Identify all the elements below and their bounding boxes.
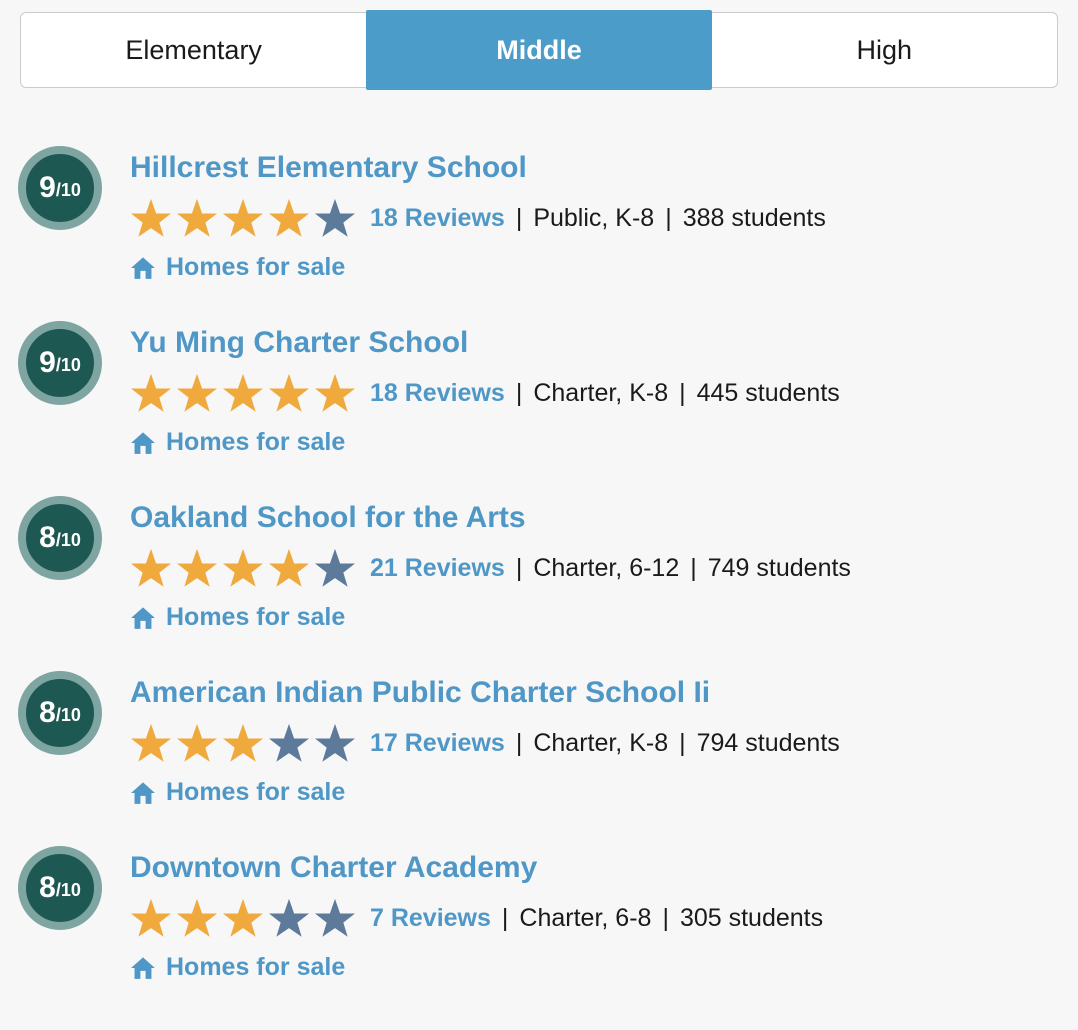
rating-badge [18,846,102,930]
student-count: 445 students [696,378,840,407]
school-type-grades: Charter, K-8 [533,378,669,407]
separator: | [515,553,523,582]
school-name-link[interactable]: Oakland School for the Arts [130,501,526,534]
star-icon [130,198,172,238]
homes-for-sale-link[interactable] [130,953,823,982]
rating-value: 9 [39,346,56,379]
star-icon [222,898,264,938]
homes-for-sale-link[interactable] [130,428,840,457]
tab-elementary[interactable]: Elementary [125,34,262,65]
rating-value: 9 [39,171,56,204]
star-rating [130,548,360,588]
star-icon [314,198,356,238]
homes-for-sale-label: Homes for sale [166,603,346,631]
separator: | [665,203,672,232]
school-level-tabs [20,12,1058,88]
school-content [130,143,826,318]
school-list-item [0,318,1078,493]
rating-value: 8 [39,871,56,904]
separator: | [690,553,697,582]
star-icon [314,723,356,763]
rating-scale: /10 [55,354,81,375]
school-list-item [0,493,1078,668]
house-icon [130,605,156,631]
school-name-link[interactable]: Downtown Charter Academy [130,851,538,884]
reviews-link[interactable]: 7 Reviews [370,903,491,932]
separator: | [679,728,686,757]
separator: | [662,903,669,932]
school-type-grades: Charter, K-8 [533,728,669,757]
rating-value: 8 [39,521,56,554]
star-icon [222,373,264,413]
school-name-link[interactable]: Hillcrest Elementary School [130,151,527,184]
star-icon [176,373,218,413]
rating-scale: /10 [55,529,81,550]
star-icon [314,373,356,413]
star-icon [268,723,310,763]
school-meta-row [130,370,840,416]
star-icon [222,198,264,238]
school-meta-row [130,545,851,591]
star-icon [268,898,310,938]
house-icon [130,255,156,281]
school-list [0,143,1078,1018]
star-icon [314,898,356,938]
star-rating [130,373,360,413]
school-content [130,843,823,1018]
student-count: 388 students [682,203,826,232]
rating-badge [18,671,102,755]
star-icon [222,548,264,588]
school-type-grades: Charter, 6-8 [519,903,652,932]
separator: | [515,203,523,232]
separator: | [501,903,509,932]
rating-scale: /10 [55,179,81,200]
star-icon [222,723,264,763]
school-meta-row [130,195,826,241]
school-type-grades: Charter, 6-12 [533,553,680,582]
house-icon [130,780,156,806]
tab-middle[interactable]: Middle [366,10,711,90]
star-icon [130,898,172,938]
separator: | [515,728,523,757]
student-count: 794 students [696,728,840,757]
school-content [130,318,840,493]
homes-for-sale-link[interactable] [130,778,840,807]
homes-for-sale-label: Homes for sale [166,778,346,806]
star-icon [176,548,218,588]
school-meta-row [130,720,840,766]
rating-value: 8 [39,696,56,729]
separator: | [679,378,686,407]
star-icon [176,198,218,238]
school-name-link[interactable]: Yu Ming Charter School [130,326,469,359]
school-meta-row [130,895,823,941]
reviews-link[interactable]: 21 Reviews [370,553,505,582]
reviews-link[interactable]: 18 Reviews [370,378,505,407]
house-icon [130,955,156,981]
school-list-item [0,843,1078,1018]
star-icon [130,373,172,413]
star-rating [130,723,360,763]
tab-high[interactable]: High [856,34,913,65]
school-list-item [0,668,1078,843]
star-rating [130,198,360,238]
homes-for-sale-link[interactable] [130,603,851,632]
separator: | [515,378,523,407]
rating-badge [18,496,102,580]
star-icon [268,373,310,413]
rating-scale: /10 [55,704,81,725]
star-rating [130,898,360,938]
school-list-item [0,143,1078,318]
reviews-link[interactable]: 18 Reviews [370,203,505,232]
star-icon [268,548,310,588]
homes-for-sale-label: Homes for sale [166,953,346,981]
school-name-link[interactable]: American Indian Public Charter School Ii [130,676,711,709]
star-icon [130,723,172,763]
house-icon [130,430,156,456]
star-icon [176,723,218,763]
star-icon [268,198,310,238]
star-icon [314,548,356,588]
homes-for-sale-label: Homes for sale [166,253,346,281]
homes-for-sale-label: Homes for sale [166,428,346,456]
star-icon [130,548,172,588]
student-count: 305 students [679,903,824,932]
student-count: 749 students [707,553,851,582]
reviews-link[interactable]: 17 Reviews [370,728,505,757]
rating-scale: /10 [55,879,81,900]
rating-badge [18,146,102,230]
homes-for-sale-link[interactable] [130,253,826,282]
school-type-grades: Public, K-8 [533,203,655,232]
star-icon [176,898,218,938]
school-content [130,668,840,843]
school-content [130,493,851,668]
rating-badge [18,321,102,405]
